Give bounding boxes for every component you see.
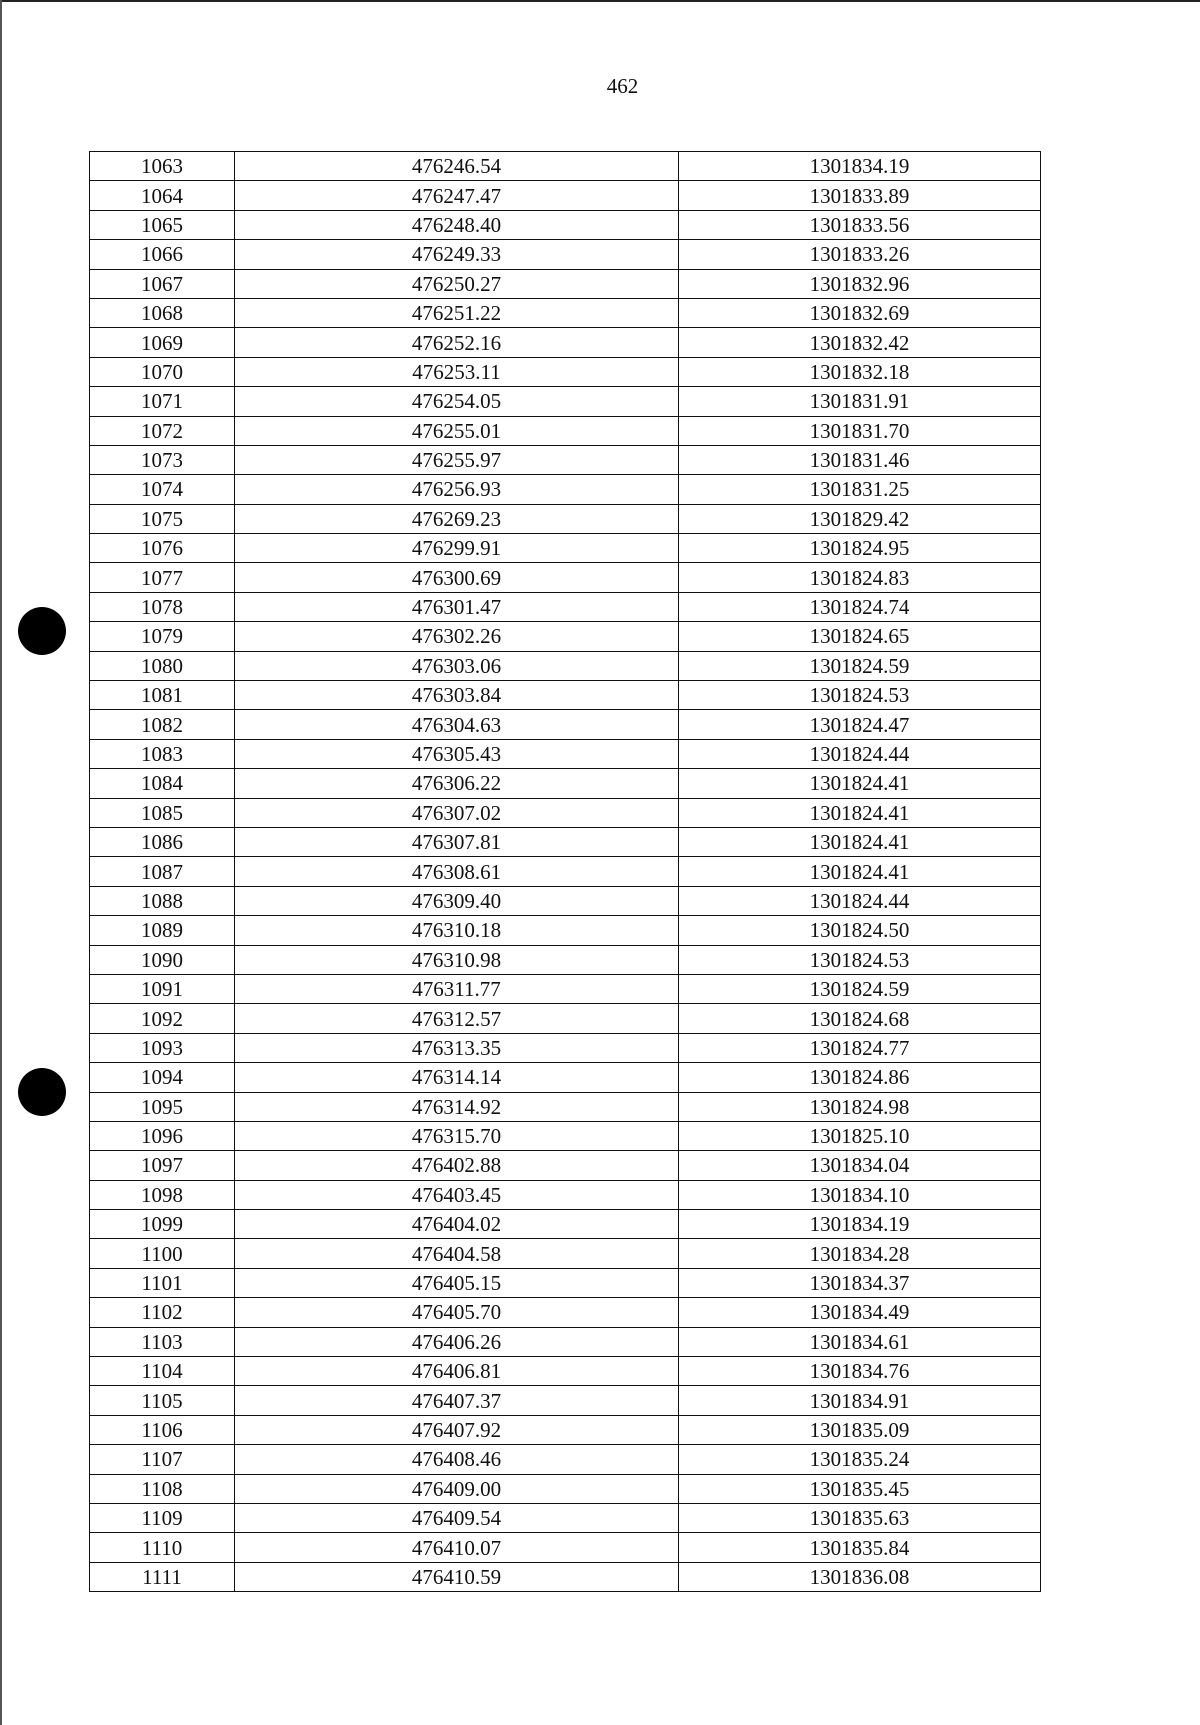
x-coordinate-cell: 476308.61: [235, 857, 679, 886]
y-coordinate-cell: 1301832.69: [679, 298, 1041, 327]
y-coordinate-cell: 1301824.95: [679, 534, 1041, 563]
x-coordinate-cell: 476246.54: [235, 152, 679, 181]
point-id-cell: 1100: [90, 1239, 235, 1268]
point-id-cell: 1107: [90, 1445, 235, 1474]
x-coordinate-cell: 476406.81: [235, 1357, 679, 1386]
point-id-cell: 1079: [90, 622, 235, 651]
table-row: [90, 886, 1041, 915]
x-coordinate-cell: 476315.70: [235, 1121, 679, 1150]
point-id-cell: 1078: [90, 592, 235, 621]
table-row: [90, 916, 1041, 945]
point-id-cell: 1105: [90, 1386, 235, 1415]
table-row: [90, 1092, 1041, 1121]
x-coordinate-cell: 476307.02: [235, 798, 679, 827]
point-id-cell: 1087: [90, 857, 235, 886]
point-id-cell: 1094: [90, 1063, 235, 1092]
point-id-cell: 1084: [90, 769, 235, 798]
y-coordinate-cell: 1301832.18: [679, 357, 1041, 386]
point-id-cell: 1066: [90, 240, 235, 269]
x-coordinate-cell: 476269.23: [235, 504, 679, 533]
x-coordinate-cell: 476252.16: [235, 328, 679, 357]
table-row: [90, 710, 1041, 739]
y-coordinate-cell: 1301832.96: [679, 269, 1041, 298]
point-id-cell: 1072: [90, 416, 235, 445]
y-coordinate-cell: 1301833.26: [679, 240, 1041, 269]
table-row: [90, 152, 1041, 181]
x-coordinate-cell: 476312.57: [235, 1004, 679, 1033]
table-row: [90, 769, 1041, 798]
table-row: [90, 475, 1041, 504]
point-id-cell: 1092: [90, 1004, 235, 1033]
y-coordinate-cell: 1301824.77: [679, 1033, 1041, 1062]
point-id-cell: 1101: [90, 1268, 235, 1297]
x-coordinate-cell: 476305.43: [235, 739, 679, 768]
y-coordinate-cell: 1301834.04: [679, 1151, 1041, 1180]
x-coordinate-cell: 476299.91: [235, 534, 679, 563]
x-coordinate-cell: 476407.92: [235, 1415, 679, 1444]
table-row: [90, 416, 1041, 445]
y-coordinate-cell: 1301834.37: [679, 1268, 1041, 1297]
table-row: [90, 1445, 1041, 1474]
y-coordinate-cell: 1301834.28: [679, 1239, 1041, 1268]
table-row: [90, 1268, 1041, 1297]
y-coordinate-cell: 1301824.98: [679, 1092, 1041, 1121]
point-id-cell: 1103: [90, 1327, 235, 1356]
point-id-cell: 1068: [90, 298, 235, 327]
point-id-cell: 1106: [90, 1415, 235, 1444]
table-row: [90, 1063, 1041, 1092]
y-coordinate-cell: 1301824.68: [679, 1004, 1041, 1033]
x-coordinate-cell: 476405.70: [235, 1298, 679, 1327]
table-row: [90, 681, 1041, 710]
table-row: [90, 592, 1041, 621]
table-row: [90, 269, 1041, 298]
table-row: [90, 1533, 1041, 1562]
table-row: [90, 739, 1041, 768]
table-row: [90, 945, 1041, 974]
point-id-cell: 1064: [90, 181, 235, 210]
point-id-cell: 1077: [90, 563, 235, 592]
x-coordinate-cell: 476403.45: [235, 1180, 679, 1209]
point-id-cell: 1067: [90, 269, 235, 298]
y-coordinate-cell: 1301832.42: [679, 328, 1041, 357]
x-coordinate-cell: 476303.84: [235, 681, 679, 710]
y-coordinate-cell: 1301834.91: [679, 1386, 1041, 1415]
y-coordinate-cell: 1301824.53: [679, 945, 1041, 974]
table-row: [90, 622, 1041, 651]
y-coordinate-cell: 1301829.42: [679, 504, 1041, 533]
point-id-cell: 1082: [90, 710, 235, 739]
table-row: [90, 651, 1041, 680]
y-coordinate-cell: 1301824.50: [679, 916, 1041, 945]
punch-hole-icon: [18, 607, 66, 655]
x-coordinate-cell: 476255.97: [235, 445, 679, 474]
point-id-cell: 1071: [90, 387, 235, 416]
x-coordinate-cell: 476410.59: [235, 1562, 679, 1591]
x-coordinate-cell: 476303.06: [235, 651, 679, 680]
table-row: [90, 1210, 1041, 1239]
x-coordinate-cell: 476300.69: [235, 563, 679, 592]
y-coordinate-cell: 1301824.74: [679, 592, 1041, 621]
point-id-cell: 1075: [90, 504, 235, 533]
x-coordinate-cell: 476408.46: [235, 1445, 679, 1474]
point-id-cell: 1069: [90, 328, 235, 357]
table-row: [90, 1415, 1041, 1444]
table-row: [90, 1357, 1041, 1386]
point-id-cell: 1095: [90, 1092, 235, 1121]
point-id-cell: 1083: [90, 739, 235, 768]
point-id-cell: 1098: [90, 1180, 235, 1209]
x-coordinate-cell: 476307.81: [235, 827, 679, 856]
table-row: [90, 534, 1041, 563]
table-row: [90, 1004, 1041, 1033]
table-row: [90, 328, 1041, 357]
y-coordinate-cell: 1301834.19: [679, 152, 1041, 181]
table-row: [90, 1180, 1041, 1209]
x-coordinate-cell: 476404.58: [235, 1239, 679, 1268]
table-row: [90, 1121, 1041, 1150]
y-coordinate-cell: 1301824.44: [679, 739, 1041, 768]
y-coordinate-cell: 1301824.41: [679, 798, 1041, 827]
point-id-cell: 1076: [90, 534, 235, 563]
point-id-cell: 1093: [90, 1033, 235, 1062]
point-id-cell: 1108: [90, 1474, 235, 1503]
x-coordinate-cell: 476306.22: [235, 769, 679, 798]
table-row: [90, 1298, 1041, 1327]
y-coordinate-cell: 1301833.89: [679, 181, 1041, 210]
table-row: [90, 1033, 1041, 1062]
y-coordinate-cell: 1301831.70: [679, 416, 1041, 445]
point-id-cell: 1086: [90, 827, 235, 856]
y-coordinate-cell: 1301831.25: [679, 475, 1041, 504]
x-coordinate-cell: 476313.35: [235, 1033, 679, 1062]
y-coordinate-cell: 1301835.63: [679, 1503, 1041, 1532]
point-id-cell: 1104: [90, 1357, 235, 1386]
point-id-cell: 1088: [90, 886, 235, 915]
x-coordinate-cell: 476250.27: [235, 269, 679, 298]
coordinates-table-body: [90, 152, 1041, 1592]
x-coordinate-cell: 476253.11: [235, 357, 679, 386]
y-coordinate-cell: 1301831.91: [679, 387, 1041, 416]
y-coordinate-cell: 1301824.59: [679, 974, 1041, 1003]
table-row: [90, 857, 1041, 886]
table-row: [90, 210, 1041, 239]
point-id-cell: 1102: [90, 1298, 235, 1327]
point-id-cell: 1074: [90, 475, 235, 504]
x-coordinate-cell: 476409.00: [235, 1474, 679, 1503]
y-coordinate-cell: 1301833.56: [679, 210, 1041, 239]
table-row: [90, 445, 1041, 474]
x-coordinate-cell: 476402.88: [235, 1151, 679, 1180]
y-coordinate-cell: 1301824.41: [679, 827, 1041, 856]
y-coordinate-cell: 1301831.46: [679, 445, 1041, 474]
y-coordinate-cell: 1301824.53: [679, 681, 1041, 710]
x-coordinate-cell: 476406.26: [235, 1327, 679, 1356]
y-coordinate-cell: 1301835.45: [679, 1474, 1041, 1503]
point-id-cell: 1091: [90, 974, 235, 1003]
y-coordinate-cell: 1301834.76: [679, 1357, 1041, 1386]
x-coordinate-cell: 476301.47: [235, 592, 679, 621]
table-row: [90, 240, 1041, 269]
point-id-cell: 1089: [90, 916, 235, 945]
table-row: [90, 504, 1041, 533]
y-coordinate-cell: 1301834.19: [679, 1210, 1041, 1239]
x-coordinate-cell: 476302.26: [235, 622, 679, 651]
point-id-cell: 1081: [90, 681, 235, 710]
point-id-cell: 1063: [90, 152, 235, 181]
point-id-cell: 1097: [90, 1151, 235, 1180]
table-row: [90, 387, 1041, 416]
table-row: [90, 1151, 1041, 1180]
x-coordinate-cell: 476404.02: [235, 1210, 679, 1239]
x-coordinate-cell: 476309.40: [235, 886, 679, 915]
x-coordinate-cell: 476310.98: [235, 945, 679, 974]
y-coordinate-cell: 1301834.10: [679, 1180, 1041, 1209]
point-id-cell: 1073: [90, 445, 235, 474]
y-coordinate-cell: 1301824.83: [679, 563, 1041, 592]
point-id-cell: 1096: [90, 1121, 235, 1150]
point-id-cell: 1110: [90, 1533, 235, 1562]
x-coordinate-cell: 476304.63: [235, 710, 679, 739]
point-id-cell: 1085: [90, 798, 235, 827]
coordinates-table: [89, 151, 1041, 1592]
point-id-cell: 1111: [90, 1562, 235, 1591]
y-coordinate-cell: 1301834.61: [679, 1327, 1041, 1356]
table-row: [90, 298, 1041, 327]
point-id-cell: 1070: [90, 357, 235, 386]
point-id-cell: 1065: [90, 210, 235, 239]
x-coordinate-cell: 476251.22: [235, 298, 679, 327]
table-row: [90, 563, 1041, 592]
y-coordinate-cell: 1301824.44: [679, 886, 1041, 915]
y-coordinate-cell: 1301836.08: [679, 1562, 1041, 1591]
y-coordinate-cell: 1301835.09: [679, 1415, 1041, 1444]
point-id-cell: 1080: [90, 651, 235, 680]
y-coordinate-cell: 1301835.84: [679, 1533, 1041, 1562]
y-coordinate-cell: 1301835.24: [679, 1445, 1041, 1474]
table-row: [90, 181, 1041, 210]
page-number: 462: [606, 74, 639, 98]
point-id-cell: 1099: [90, 1210, 235, 1239]
punch-hole-icon: [18, 1068, 66, 1116]
x-coordinate-cell: 476405.15: [235, 1268, 679, 1297]
table-row: [90, 1474, 1041, 1503]
table-row: [90, 357, 1041, 386]
x-coordinate-cell: 476247.47: [235, 181, 679, 210]
x-coordinate-cell: 476409.54: [235, 1503, 679, 1532]
table-row: [90, 1503, 1041, 1532]
x-coordinate-cell: 476248.40: [235, 210, 679, 239]
table-row: [90, 798, 1041, 827]
x-coordinate-cell: 476314.92: [235, 1092, 679, 1121]
x-coordinate-cell: 476311.77: [235, 974, 679, 1003]
table-row: [90, 1239, 1041, 1268]
y-coordinate-cell: 1301825.10: [679, 1121, 1041, 1150]
y-coordinate-cell: 1301824.86: [679, 1063, 1041, 1092]
x-coordinate-cell: 476310.18: [235, 916, 679, 945]
y-coordinate-cell: 1301824.41: [679, 769, 1041, 798]
point-id-cell: 1109: [90, 1503, 235, 1532]
y-coordinate-cell: 1301824.47: [679, 710, 1041, 739]
table-row: [90, 1327, 1041, 1356]
point-id-cell: 1090: [90, 945, 235, 974]
table-row: [90, 1386, 1041, 1415]
y-coordinate-cell: 1301824.65: [679, 622, 1041, 651]
x-coordinate-cell: 476314.14: [235, 1063, 679, 1092]
table-row: [90, 1562, 1041, 1591]
x-coordinate-cell: 476256.93: [235, 475, 679, 504]
table-row: [90, 827, 1041, 856]
page-edge-top: [0, 0, 1200, 2]
x-coordinate-cell: 476254.05: [235, 387, 679, 416]
y-coordinate-cell: 1301824.59: [679, 651, 1041, 680]
x-coordinate-cell: 476410.07: [235, 1533, 679, 1562]
table-row: [90, 974, 1041, 1003]
x-coordinate-cell: 476255.01: [235, 416, 679, 445]
y-coordinate-cell: 1301824.41: [679, 857, 1041, 886]
x-coordinate-cell: 476249.33: [235, 240, 679, 269]
x-coordinate-cell: 476407.37: [235, 1386, 679, 1415]
y-coordinate-cell: 1301834.49: [679, 1298, 1041, 1327]
page-edge-left: [0, 0, 2, 1725]
